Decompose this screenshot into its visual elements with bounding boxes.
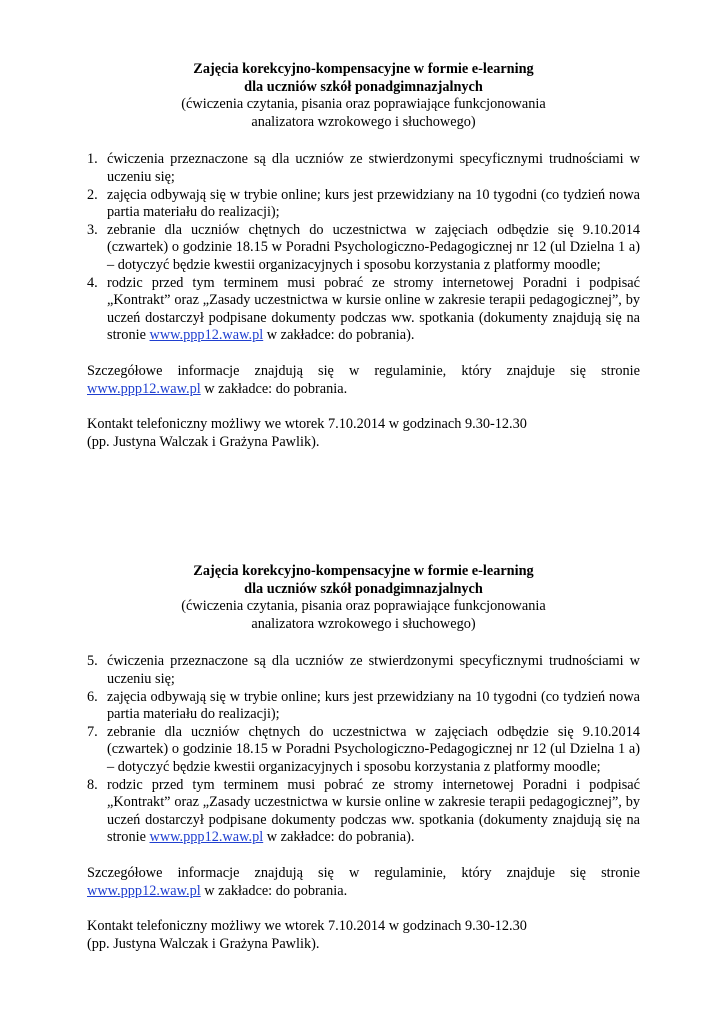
contact-paragraph [87, 918, 640, 953]
list-item [87, 187, 640, 222]
contact-line-1: Kontakt telefoniczny możliwy we wtorek 7.10.2014 w godzinach 9.30-12.30 [87, 416, 527, 433]
info-paragraph [87, 363, 640, 398]
heading-subtitle-line-2: analizatora wzrokowego i słuchowego) [251, 615, 476, 632]
contact-line-2: (pp. Justyna Walczak i Grażyna Pawlik). [87, 935, 320, 952]
info-text: Szczegółowe informacje znajdują się w regulaminie, który znajduje się stronie [87, 864, 640, 881]
announcement-heading [87, 563, 640, 633]
list-item-text: rodzic przed tym terminem musi pobrać ze stromy internetowej Poradni i podpisać „Kontrakt” oraz „Zasady uczestnictwa w kursie online w zakresie terapii pedagogicznej”, by uczeń dostarczył podpisane dokumenty podczas ww. spotkania (dokumenty znajdują się na stronie [107, 776, 640, 846]
list-item-text: rodzic przed tym terminem musi pobrać ze stromy internetowej Poradni i podpisać „Kontrakt” oraz „Zasady uczestnictwa w kursie online w zakresie terapii pedagogicznej”, by uczeń dostarczył podpisane dokumenty podczas ww. spotkania (dokumenty znajdują się na stronie [107, 274, 640, 344]
list-item-text: zajęcia odbywają się w trybie online; kurs jest przewidziany na 10 tygodni (co tydzień nowa partia materiału do realizacji); [107, 688, 640, 723]
website-link[interactable]: www.ppp12.waw.pl [149, 327, 264, 344]
list-item [87, 151, 640, 186]
list-item-number: 1. [87, 151, 98, 168]
heading-subtitle-line-1: (ćwiczenia czytania, pisania oraz poprawiające funkcjonowania [181, 96, 546, 113]
contact-line-2: (pp. Justyna Walczak i Grażyna Pawlik). [87, 433, 320, 450]
announcement-heading [87, 61, 640, 131]
heading-title-line-2: dla uczniów szkół ponadgimnazjalnych [244, 78, 483, 95]
heading-subtitle-line-1: (ćwiczenia czytania, pisania oraz poprawiające funkcjonowania [181, 598, 546, 615]
list-item-text: zebranie dla uczniów chętnych do uczestnictwa w zajęciach odbędzie się 9.10.2014 (czwartek) o godzinie 18.15 w Poradni Psychologiczno-Pedagogicznej nr 12 (ul Dzielna 1 a) – dotyczyć będzie kwestii organizacyjnych i sposobu korzystania z platformy moodle; [107, 221, 640, 273]
list-item-text: zajęcia odbywają się w trybie online; kurs jest przewidziany na 10 tygodni (co tydzień nowa partia materiału do realizacji); [107, 186, 640, 221]
heading-title-line-1: Zajęcia korekcyjno-kompensacyjne w formie e-learning [193, 563, 534, 579]
announcement-section-1 [87, 61, 640, 451]
contact-line-1: Kontakt telefoniczny możliwy we wtorek 7.10.2014 w godzinach 9.30-12.30 [87, 918, 527, 935]
list-item [87, 653, 640, 688]
list-item [87, 222, 640, 275]
heading-title-line-1: Zajęcia korekcyjno-kompensacyjne w formie e-learning [193, 61, 534, 77]
announcement-section-2 [87, 563, 640, 953]
list-item-text: zebranie dla uczniów chętnych do uczestnictwa w zajęciach odbędzie się 9.10.2014 (czwartek) o godzinie 18.15 w Poradni Psychologiczno-Pedagogicznej nr 12 (ul Dzielna 1 a) – dotyczyć będzie kwestii organizacyjnych i sposobu korzystania z platformy moodle; [107, 723, 640, 775]
contact-paragraph [87, 416, 640, 451]
numbered-list [87, 151, 640, 345]
heading-subtitle-line-2: analizatora wzrokowego i słuchowego) [251, 113, 476, 130]
list-item [87, 689, 640, 724]
list-item-text-after: w zakładce: do pobrania). [263, 327, 415, 344]
list-item-number: 4. [87, 274, 98, 291]
list-item-number: 2. [87, 186, 98, 203]
website-link[interactable]: www.ppp12.waw.pl [87, 380, 201, 397]
list-item [87, 275, 640, 345]
list-item-number: 5. [87, 653, 98, 670]
website-link[interactable]: www.ppp12.waw.pl [87, 882, 201, 899]
list-item-number: 7. [87, 723, 98, 740]
list-item-text-after: w zakładce: do pobrania). [263, 829, 415, 846]
list-item-text: ćwiczenia przeznaczone są dla uczniów ze stwierdzonymi specyficznymi trudnościami w uczeniu się; [107, 151, 640, 185]
list-item-number: 3. [87, 221, 98, 238]
info-text-after: w zakładce: do pobrania. [200, 380, 348, 397]
info-paragraph [87, 865, 640, 900]
list-item-text: ćwiczenia przeznaczone są dla uczniów ze stwierdzonymi specyficznymi trudnościami w uczeniu się; [107, 653, 640, 687]
info-text-after: w zakładce: do pobrania. [200, 882, 348, 899]
list-item-number: 8. [87, 776, 98, 793]
info-text: Szczegółowe informacje znajdują się w regulaminie, który znajduje się stronie [87, 362, 640, 379]
list-item [87, 777, 640, 847]
list-item [87, 724, 640, 777]
list-item-number: 6. [87, 688, 98, 705]
website-link[interactable]: www.ppp12.waw.pl [149, 829, 264, 846]
heading-title-line-2: dla uczniów szkół ponadgimnazjalnych [244, 580, 483, 597]
numbered-list [87, 653, 640, 847]
